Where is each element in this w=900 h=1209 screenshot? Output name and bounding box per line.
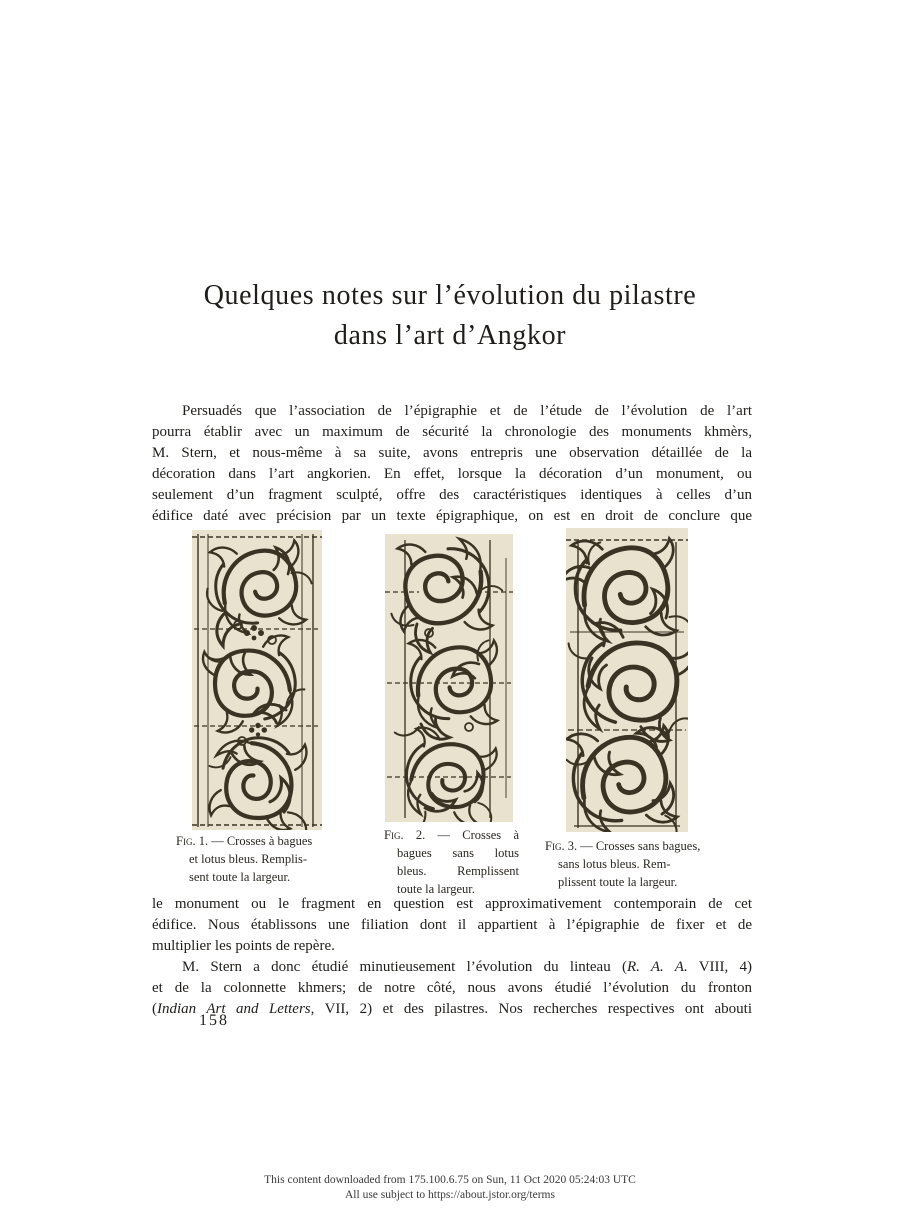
figure-1-caption xyxy=(176,832,344,886)
text-line: seulement d’un fragment sculpté, offre des caractéristiques identiques à celles d’un xyxy=(152,487,752,503)
jstor-footer xyxy=(0,1173,900,1202)
text-line: et de la colonnette khmers; de notre côté, nous avons étudié l’évolution du fronton xyxy=(152,980,752,996)
text-line: toute la largeur. xyxy=(397,882,475,896)
footer-download-line: This content downloaded from 175.100.6.75 on Sun, 11 Oct 2020 05:24:03 UTC xyxy=(264,1174,636,1186)
text-line: édifice daté avec précision par un texte épigraphique, on est en droit de conclure que xyxy=(152,508,752,524)
figure-2-caption xyxy=(384,826,519,898)
text-line: (Indian Art and Letters, VII, 2) et des pilastres. Nos recherches respectives ont abouti xyxy=(152,1001,753,1017)
figure-3-illustration xyxy=(566,528,688,832)
text-line: Fig. 3. — Crosses sans bagues, xyxy=(545,839,701,853)
title-line-2: dans l’art d’Angkor xyxy=(333,320,567,351)
figure-3-engraving xyxy=(566,528,688,832)
text-line: bagues sans lotus xyxy=(397,846,519,860)
text-line: multiplier les points de repère. xyxy=(152,938,335,954)
figure-2-engraving xyxy=(385,534,513,822)
text-line: Fig. 2. — Crosses à xyxy=(384,828,519,842)
article-title xyxy=(0,276,900,356)
paragraph-intro xyxy=(152,401,752,527)
text-line: édifice. Nous établissons une filiation dont il appartient à l’épigraphie de fixer et de xyxy=(152,917,752,933)
page-number: 158 xyxy=(199,1012,229,1029)
figure-1-engraving xyxy=(192,530,322,830)
text-line: sent toute la largeur. xyxy=(189,870,291,884)
text-line: Persuadés que l’association de l’épigraphie et de l’étude de l’évolution de l’art xyxy=(182,403,752,419)
figure-2-illustration xyxy=(385,534,513,822)
footer-terms-line: All use subject to https://about.jstor.org/terms xyxy=(345,1188,555,1201)
text-line: le monument ou le fragment en question est approximativement contemporain de cet xyxy=(152,896,752,912)
text-line: Fig. 1. — Crosses à bagues xyxy=(176,834,313,848)
title-line-1: Quelques notes sur l’évolution du pilastre xyxy=(203,280,697,311)
text-line: bleus. Remplissent xyxy=(397,864,519,878)
text-line: et lotus bleus. Remplis- xyxy=(189,852,308,866)
text-line: sans lotus bleus. Rem- xyxy=(558,857,671,871)
text-line: M. Stern a donc étudié minutieusement l’évolution du linteau (R. A. A. VIII, 4) xyxy=(182,959,753,975)
text-line: plissent toute la largeur. xyxy=(558,875,678,889)
figure-3-caption xyxy=(545,837,717,891)
figure-1-illustration xyxy=(192,530,322,830)
paragraph-continuation xyxy=(152,894,752,1020)
text-line: décoration dans l’art angkorien. En effet, lorsque la décoration d’un monument, ou xyxy=(152,466,752,482)
text-line: M. Stern, et nous-même à sa suite, avons entrepris une observation détaillée de la xyxy=(152,445,752,461)
text-line: pourra établir avec un maximum de sécurité la chronologie des monuments khmèrs, xyxy=(152,424,752,440)
